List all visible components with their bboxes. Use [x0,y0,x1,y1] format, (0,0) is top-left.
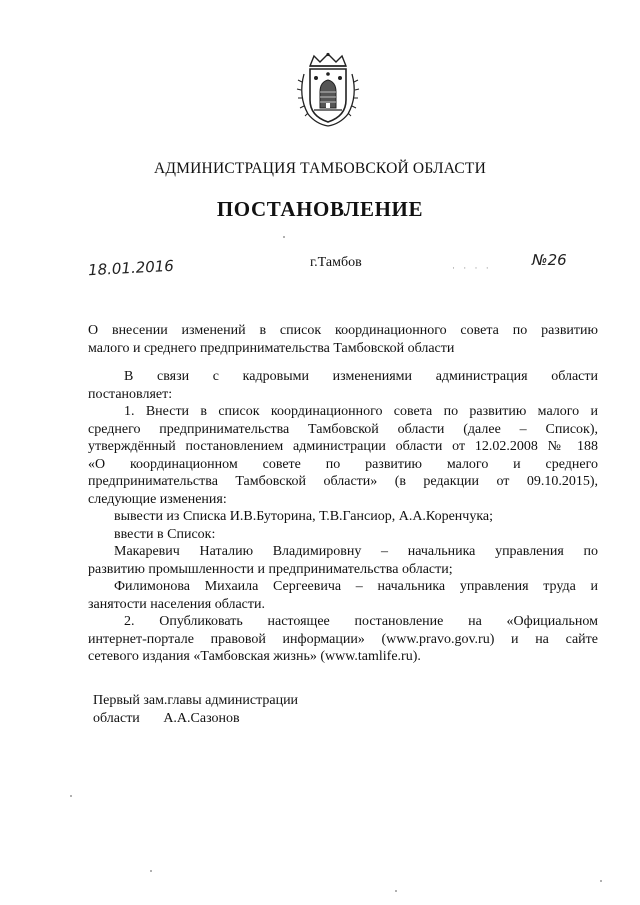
add-line: ввести в Список: [114,526,216,542]
item-1-line: следующие изменения: [88,491,227,507]
handwritten-number: №26 [532,251,567,269]
item-2-line: 2. Опубликовать настоящее постановление на «Официальном [124,614,598,629]
item-1-line: 1. Внести в список координационного совета по развитию малого и [124,404,598,419]
scan-speck [150,870,152,872]
subject-line: малого и среднего предпринимательства Тамбовской области [88,340,455,356]
added-member-line: развитию промышленности и предпринимательства области; [88,561,453,577]
document-body [88,368,598,666]
handwritten-date: 18.01.2016 [87,256,175,280]
organization-name: АДМИНИСТРАЦИЯ ТАМБОВСКОЙ ОБЛАСТИ [154,160,486,177]
document-type-title: ПОСТАНОВЛЕНИЕ [216,197,424,221]
scan-dots: · · · · [452,263,492,273]
scan-speck [395,890,397,892]
added-member-line: Макаревич Наталию Владимировну – начальника управления по [114,544,598,559]
remove-line: вывести из Списка И.В.Буторина, Т.В.Гансиор, А.А.Коренчука; [114,509,494,524]
signer-name: А.А.Сазонов [163,710,240,726]
subject-line: О внесении изменений в список координационного совета по развитию [88,323,598,338]
added-member-line: Филимонова Михаила Сергеевича – начальника управления труда и [114,579,598,594]
scan-speck [600,880,602,882]
item-1-line: «О координационном совете по развитию малого и среднего [88,456,598,472]
coat-of-arms-icon [296,52,360,128]
body-paragraph: В связи с кадровыми изменениями администрация области [124,369,598,384]
signer-position: Первый зам.главы администрации [93,693,299,708]
signature-block [93,692,298,727]
subject-block [88,322,598,357]
item-1-line: утверждённый постановлением администрации области от 12.02.2008 № 188 [88,439,598,454]
added-member-line: занятости населения области. [88,596,266,612]
city-label: г.Тамбов [310,255,362,270]
scan-speck [283,236,285,238]
item-1-line: среднего предпринимательства Тамбовской области (далее – Список), [88,421,598,437]
item-2-line: интернет-портале правовой информации» (www.pravo.gov.ru) и на сайте [88,631,598,647]
item-1-line: предпринимательства Тамбовской области» (в редакции от 09.10.2015), [88,474,598,489]
signer-position-cont: области [93,710,140,726]
body-paragraph: постановляет: [88,386,173,402]
item-2-line: сетевого издания «Тамбовская жизнь» (www.tamlife.ru). [88,649,421,664]
signer-line [93,710,298,728]
scan-speck [70,795,72,797]
